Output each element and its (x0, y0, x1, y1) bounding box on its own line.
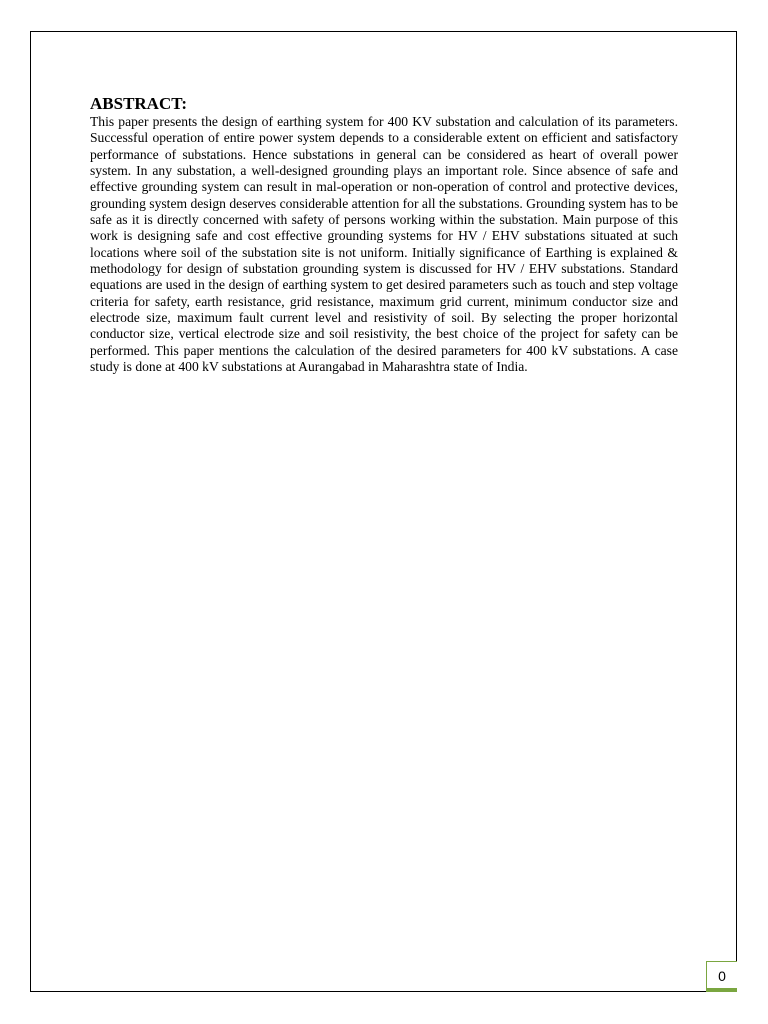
page-number-box (706, 961, 737, 990)
page-number-accent-bar (706, 988, 737, 992)
abstract-section (90, 94, 678, 376)
abstract-heading: ABSTRACT: (90, 94, 187, 113)
page-number: 0 (718, 968, 726, 984)
abstract-body: This paper presents the design of earthing system for 400 KV substation and calculation of its parameters. Successful operation of entire power system depends to a considerable extent on efficient and satisfactory performance of substations. Hence substations in general can be considered as heart of overall power system. In any substation, a well-designed grounding plays an important role. Since absence of safe and effective grounding system can result in mal-operation or non-operation of control and protective devices, grounding system design deserves considerable attention for all the substations. Grounding system has to be safe as it is directly concerned with safety of persons working within the substation. Main purpose of this work is designing safe and cost effective grounding systems for HV / EHV substations situated at such locations where soil of the substation site is not uniform. Initially significance of Earthing is explained & methodology for design of substation grounding system is discussed for HV / EHV substations. Standard equations are used in the design of earthing system to get desired parameters such as touch and step voltage criteria for safety, earth resistance, grid resistance, maximum grid current, minimum conductor size and electrode size, maximum fault current level and resistivity of soil. By selecting the proper horizontal conductor size, vertical electrode size and soil resistivity, the best choice of the project for safety can be performed. This paper mentions the calculation of the desired parameters for 400 kV substations. A case study is done at 400 kV substations at Aurangabad in Maharashtra state of India. (90, 114, 678, 375)
